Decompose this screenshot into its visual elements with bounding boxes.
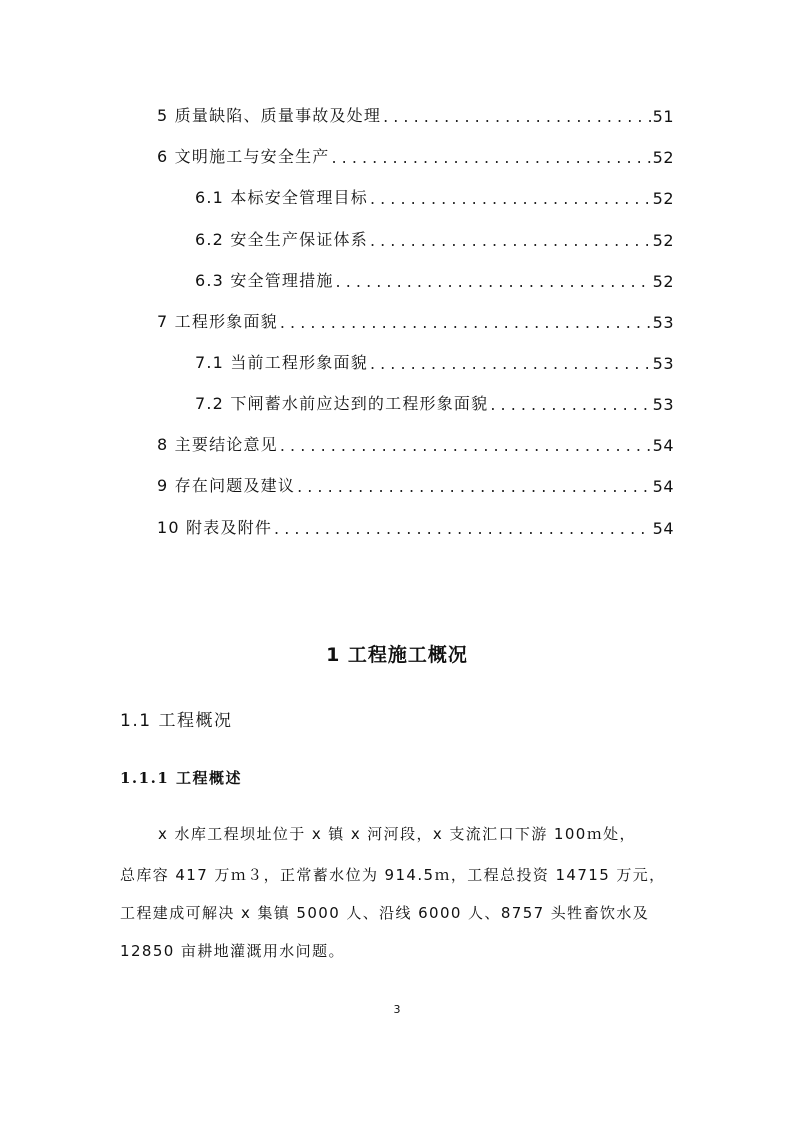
toc-entry-page: 52 xyxy=(652,231,674,250)
page-number: 3 xyxy=(393,1003,401,1016)
toc-entry-page: 54 xyxy=(652,436,674,455)
paragraph-line: 工程建成可解决 x 集镇 5000 人、沿线 6000 人、8757 头牲畜饮水及 xyxy=(120,904,650,922)
toc-entry[interactable] xyxy=(157,425,674,455)
paragraph-line: 总库容 417 万ｍ３，正常蓄水位为 914.5ｍ，工程总投资 14715 万元， xyxy=(120,866,666,884)
toc-entry-page: 54 xyxy=(652,477,674,496)
toc-entry-page: 52 xyxy=(652,189,674,208)
toc-entry-label: 10 附表及附件 xyxy=(157,518,273,537)
toc-entry[interactable] xyxy=(195,343,674,373)
toc-entry-page: 52 xyxy=(652,272,674,291)
toc-leader-dots xyxy=(383,107,651,126)
subsection-title: 1.1.1 工程概述 xyxy=(120,769,242,787)
toc-entry-label: 6.1 本标安全管理目标 xyxy=(195,188,368,207)
toc-entry-page: 51 xyxy=(652,107,674,126)
toc-leader-dots xyxy=(274,519,651,538)
toc-entry-label: 6 文明施工与安全生产 xyxy=(157,147,330,166)
toc-entry-label: 6.2 安全生产保证体系 xyxy=(195,230,368,249)
toc-entry[interactable] xyxy=(157,137,674,167)
toc-entry-label: 6.3 安全管理措施 xyxy=(195,271,334,290)
paragraph-line: 12850 亩耕地灌溉用水问题。 xyxy=(120,942,345,960)
toc-entry-label: 7.2 下闸蓄水前应达到的工程形象面貌 xyxy=(195,394,489,413)
chapter-title: 1 工程施工概况 xyxy=(326,644,468,666)
toc-leader-dots xyxy=(370,189,651,208)
toc-entry[interactable] xyxy=(157,96,674,126)
toc-leader-dots xyxy=(331,148,650,167)
toc-entry[interactable] xyxy=(157,302,674,332)
toc-leader-dots xyxy=(336,272,651,291)
toc-entry[interactable] xyxy=(157,466,674,496)
toc-entry[interactable] xyxy=(195,178,674,208)
toc-entry-page: 53 xyxy=(652,313,674,332)
toc-entry[interactable] xyxy=(195,220,674,250)
toc-entry[interactable] xyxy=(157,508,674,538)
toc-entry-label: 8 主要结论意见 xyxy=(157,435,278,454)
toc-leader-dots xyxy=(370,231,651,250)
paragraph-line: x 水库工程坝址位于 x 镇 x 河河段，x 支流汇口下游 100ｍ处， xyxy=(158,825,636,843)
toc-entry-label: 5 质量缺陷、质量事故及处理 xyxy=(157,106,382,125)
toc-entry-label: 7.1 当前工程形象面貌 xyxy=(195,353,368,372)
section-title: 1.1 工程概况 xyxy=(120,711,233,731)
toc-leader-dots xyxy=(297,477,651,496)
toc-leader-dots xyxy=(370,354,651,373)
toc-entry-label: 9 存在问题及建议 xyxy=(157,476,296,495)
toc-entry[interactable] xyxy=(195,384,674,414)
toc-entry-page: 53 xyxy=(652,354,674,373)
toc-leader-dots xyxy=(280,313,651,332)
toc-entry-page: 52 xyxy=(652,148,674,167)
toc-entry-page: 53 xyxy=(652,395,674,414)
toc-entry-page: 54 xyxy=(652,519,674,538)
toc-leader-dots xyxy=(280,436,651,455)
toc-entry[interactable] xyxy=(195,261,674,291)
toc-entry-label: 7 工程形象面貌 xyxy=(157,312,278,331)
toc-leader-dots xyxy=(490,395,650,414)
